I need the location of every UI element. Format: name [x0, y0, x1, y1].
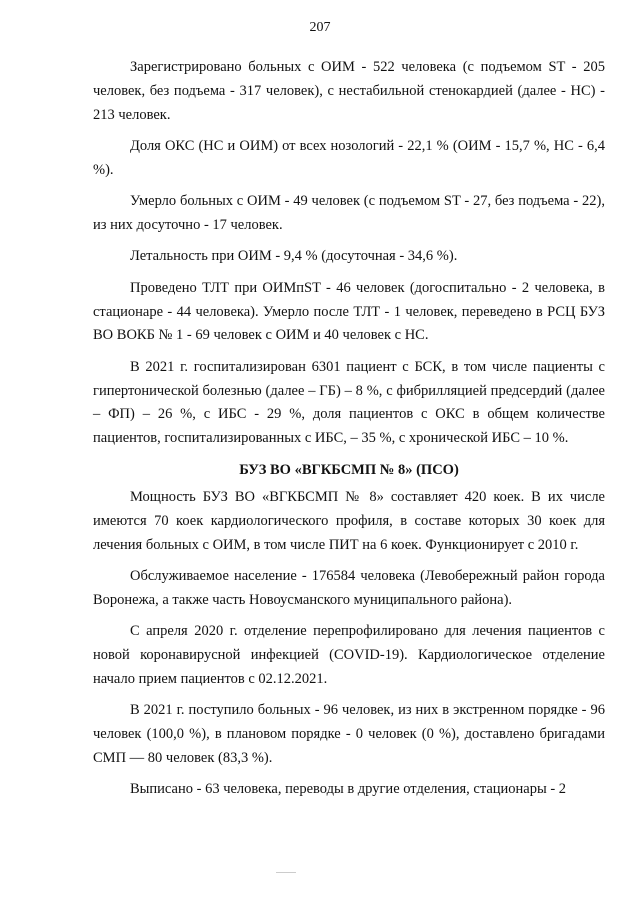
paragraph-hospitalized-2021: В 2021 г. госпитализирован 6301 пациент с БСК, в том числе пациенты с гипертонической болезнью (далее – ГБ) – 8 %, с фибрилляцией предсердий (далее – ФП) – 26 %, с ИБС - 29 %, доля пациентов с ОКС в общем количестве пациентов, госпитализированных с ИБС, – 35 %, с хронической ИБС – 10 %.: [93, 358, 605, 447]
paragraph-discharged: Выписано - 63 человека, переводы в другие отделения, стационары - 2: [130, 781, 567, 798]
paragraph-mortality: Летальность при ОИМ - 9,4 % (досуточная - 34,6 %).: [130, 248, 458, 265]
paragraph-population: Обслуживаемое население - 176584 человека (Левобережный район города Воронежа, а также часть Новоусманского муниципального района).: [93, 568, 605, 609]
page-number: 207: [309, 20, 331, 35]
section-heading: БУЗ ВО «ВГКБСМП № 8» (ПСО): [239, 461, 459, 478]
scan-artifact-line: [276, 872, 296, 873]
paragraph-registered-patients: Зарегистрировано больных с ОИМ - 522 человека (с подъемом ST - 205 человек, без подъема - 317 человек), с нестабильной стенокардией (далее - НС) - 213 человек.: [93, 59, 605, 123]
paragraph-deaths: Умерло больных с ОИМ - 49 человек (с подъемом ST - 27, без подъема - 22), из них досуточно - 17 человек.: [93, 193, 605, 233]
paragraph-acs-share: Доля ОКС (НС и ОИМ) от всех нозологий - 22,1 % (ОИМ - 15,7 %, НС - 6,4 %).: [93, 137, 605, 178]
paragraph-capacity: Мощность БУЗ ВО «ВГКБСМП № 8» составляет 420 коек. В их числе имеются 70 коек кардиологического профиля, в составе которых 30 коек для лечения больных с ОИМ, в том числе ПИТ на 6 коек. Функционирует с 2010 г.: [93, 489, 605, 553]
document-body: [93, 56, 605, 810]
paragraph-admissions: В 2021 г. поступило больных - 96 человек, из них в экстренном порядке - 96 человек (100,0 %), в плановом порядке - 0 человек (0 %), доставлено бригадами СМП — 80 человек (83,3 %).: [93, 702, 605, 767]
paragraph-reprofiling: С апреля 2020 г. отделение перепрофилировано для лечения пациентов с новой коронавирусной инфекцией (COVID-19). Кардиологическое отделение начало прием пациентов с 02.12.2021.: [93, 623, 605, 688]
paragraph-thrombolysis: Проведено ТЛТ при ОИМпST - 46 человек (догоспитально - 2 человека, в стационаре - 44 человека). Умерло после ТЛТ - 1 человек, переведено в РСЦ БУЗ ВО ВОКБ № 1 - 69 человек с ОИМ и 40 человек с НС.: [93, 279, 605, 344]
